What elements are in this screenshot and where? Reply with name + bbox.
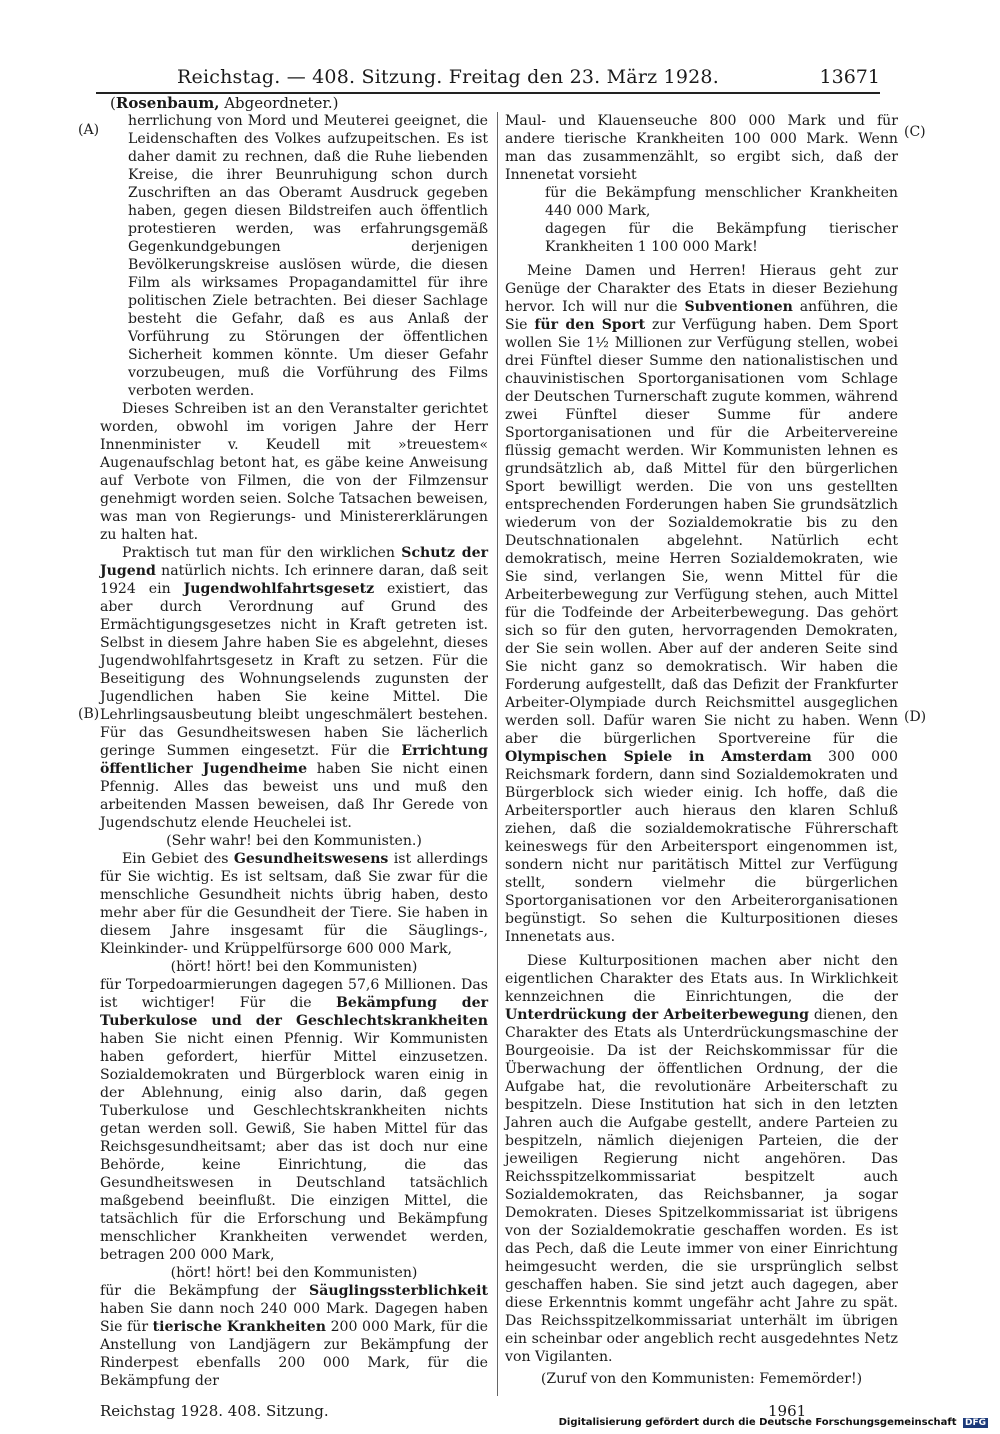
emphasis: Subventionen bbox=[684, 299, 793, 315]
paragraph: Maul- und Klauenseuche 800 000 Mark und für andere tierische Krankheiten 100 000 Mark. Wenn man das zusammenzählt, so ergibt sich, daß der Innenetat vorsieht bbox=[505, 113, 898, 183]
footer-page-number: 1961 bbox=[768, 1402, 807, 1420]
speaker-open-paren: ( bbox=[110, 94, 116, 112]
header-title: Reichstag. — 408. Sitzung. Freitag den 23. März 1928. bbox=[177, 66, 719, 88]
right-column bbox=[505, 112, 898, 1388]
budget-line: für die Bekämpfung menschlicher Krankheiten 440 000 Mark, bbox=[545, 185, 898, 219]
margin-marker-b: (B) bbox=[78, 706, 100, 722]
left-column bbox=[100, 112, 488, 1390]
paragraph: Diese Kulturpositionen machen aber nicht den eigentlichen Charakter des Etats aus. In Wirklichkeit kennzeichnen die Einrichtungen, die der Unterdrückung der Arbeiterbewegung dienen, den Charakter des Etats als Unterdrückungsmaschine der Bourgeoisie. Da ist der Reichskommissar für die Überwachung der öffentlichen Ordnung, der die Aufgabe hat, die revolutionäre Arbeiterschaft zu bespitzeln. Diese Institution hat sich in den letzten Jahren auch die Aufgabe gestellt, andere Parteien zu bespitzeln, nämlich diejenigen Parteien, die der jeweiligen Regierung nicht angehören. Das Reichsspitzelkommissariat bespitzelt auch Sozialdemokraten, das Reichsbanner, ja sogar Demokraten. Dieses Spitzelkommissariat ist übrigens von der Sozialdemokratie geschaffen worden. Es ist das Pech, daß die Leute immer von einer Einrichtung heimgesucht werden, die sie ursprünglich selbst geschaffen haben. Sie sind jetzt auch dagegen, aber diese Erkenntnis kommt ungefähr acht Jahre zu spät. Das Reichsspitzelkommissariat unterhält im übrigen ein scheinbar oder angeblich recht ausgedehntes Netz von Vigilanten. bbox=[505, 953, 898, 1365]
page-number: 13671 bbox=[819, 66, 880, 88]
emphasis: für den Sport bbox=[534, 317, 646, 333]
paragraph: für Torpedoarmierungen dagegen 57,6 Millionen. Das ist wichtiger! Für die Bekämpfung der Tuberkulose und der Geschlechtskrankheiten haben Sie nicht einen Pfennig. Wir Kommunisten haben gefordert, hierfür Mittel einzusetzen. Sozialdemokraten und Bürgerblock waren einig in der Ablehnung, einig also darin, daß gegen Tuberkulose und Geschlechtskrankheiten nichts getan werden soll. Gewiß, Sie haben Mittel für das Reichsgesundheitsamt; aber das ist doch nur eine Behörde, keine Einrichtung, die das Gesundheitswesen in Deutschland tatsächlich maßgebend beeinflußt. Die einzigen Mittel, die tatsächlich für die Erforschung und Bekämpfung menschlicher Krankheiten verwendet werden, betragen 200 000 Mark, bbox=[100, 977, 489, 1263]
footer-session: Reichstag 1928. 408. Sitzung. bbox=[100, 1402, 329, 1420]
speaker-name: Rosenbaum, bbox=[115, 94, 220, 112]
interjection: (hört! hört! bei den Kommunisten) bbox=[170, 1265, 418, 1281]
emphasis: Olympischen Spiele in Amsterdam bbox=[505, 749, 812, 765]
quoted-letter bbox=[100, 112, 488, 400]
emphasis: tierische Krankheiten bbox=[152, 1319, 327, 1335]
emphasis: Jugendwohlfahrtsgesetz bbox=[183, 581, 375, 597]
interjection: (Sehr wahr! bei den Kommunisten.) bbox=[166, 833, 422, 849]
emphasis: Gesundheitswesens bbox=[233, 851, 389, 867]
budget-line: dagegen für die Bekämpfung tierischer Krankheiten 1 100 000 Mark! bbox=[545, 221, 898, 255]
interjection: (hört! hört! bei den Kommunisten) bbox=[170, 959, 418, 975]
speaker-role: Abgeordneter.) bbox=[224, 94, 339, 112]
emphasis: Schutz der Jugend bbox=[100, 545, 488, 579]
emphasis: Bekämpfung der Tuberkulose und der Geschlechtskrankheiten bbox=[100, 995, 489, 1029]
column-divider bbox=[497, 112, 498, 1396]
quoted-letter-text: herrlichung von Mord und Meuterei geeignet, die Leidenschaften des Volkes aufzupeitschen. Es ist daher damit zu rechnen, daß die Ruhe liebenden Kreise, die ihrer Beunruhigung schon durch Zuschriften an das Oberamt Ausdruck gegeben haben, gegen diesen Bildstreifen auch öffentlich protestieren werden, was erfahrungsgemäß Gegenkundgebungen derjenigen Bevölkerungskreise auslösen würde, die diesen Film als wirksames Propagandamittel für ihre politischen Ziele betrachten. Bei dieser Sachlage besteht die Gefahr, daß es aus Anlaß der Vorführung zu Störungen der öffentlichen Sicherheit kommen könnte. Um dieser Gefahr vorzubeugen, muß die Vorführung des Films verboten werden. bbox=[128, 113, 488, 399]
page-header bbox=[96, 66, 880, 94]
emphasis: Errichtung öffentlicher Jugendheime bbox=[100, 743, 488, 777]
margin-marker-c: (C) bbox=[904, 124, 926, 140]
paragraph: Meine Damen und Herren! Hieraus geht zur Genüge der Charakter des Etats in dieser Beziehung hervor. Ich will nur die Subventionen anführen, die Sie für den Sport zur Verfügung haben. Dem Sport wollen Sie 1½ Millionen zur Verfügung stellen, wobei drei Fünftel dieser Summe den nationalistischen und chauvinistischen Sportorganisationen vom Schlage der Deutschen Turnerschaft zugute kommen, während zwei Fünftel dieser Summe für andere Sportorganisationen und für die Arbeitervereine flüssig gemacht werden. Wir Kommunisten lehnen es grundsätzlich ab, daß Mittel für den bürgerlichen Sport bewilligt werden. Die von uns gestellten entsprechenden Forderungen haben Sie grundsätzlich wiederum von der Sozialdemokratie bis zu den Deutschnationalen abgelehnt. Natürlich echt demokratisch, meine Herren Sozialdemokraten, wie Sie sind, verlangen Sie, wenn Mittel für die Arbeiterbewegung zur Verfügung stehen, auch Mittel für die Todfeinde der Arbeiterbewegung. Das gehört sich so für den guten, hervorragenden Demokraten, der Sie sein wollen. Aber auf der anderen Seite sind Sie nicht ganz so demokratisch. Wir haben die Forderung aufgestellt, daß das Defizit der Frankfurter Arbeiter-Olympiade durch Reichsmittel ausgeglichen werden soll. Dafür waren Sie nicht zu haben. Wenn aber die bürgerlichen Sportvereine für die Olympischen Spiele in Amsterdam 300 000 Reichsmark fordern, dann sind Sozialdemokraten und Bürgerblock sich wieder einig. Ich hoffe, daß die Arbeitersportler auch hieraus den klaren Schluß ziehen, daß die sozialdemokratische Führerschaft keineswegs für den Arbeitersport eingenommen ist, sondern nicht nur paritätisch Mittel zur Verfügung stellt, sondern vielmehr die bürgerlichen Sportorganisationen vor den Arbeiterorganisationen begünstigt. So sehen die Kulturpositionen dieses Innenetats aus. bbox=[505, 263, 899, 945]
paragraph: Praktisch tut man für den wirklichen Schutz der Jugend natürlich nichts. Ich erinnere daran, daß seit 1924 ein Jugendwohlfahrtsgesetz existiert, das aber durch Verordnung auf Grund des Ermächtigungsgesetzes nicht in Kraft getreten ist. Selbst in diesem Jahre haben Sie es abgelehnt, dieses Jugendwohlfahrtsgesetz in Kraft zu setzen. Für die Beseitigung des Wohnungselends zugunsten der Jugendlichen haben Sie keine Mittel. Die Lehrlingsausbeutung bleibt ungeschmälert bestehen. Für das Gesundheitswesen haben Sie lächerlich geringe Summen eingesetzt. Für die Errichtung öffentlicher Jugendheime haben Sie nicht einen Pfennig. Alles das beweist uns und muß den arbeitenden Massen beweisen, daß Ihr Gerede von Jugendschutz elende Heuchelei ist. bbox=[100, 545, 488, 831]
emphasis: Säuglingssterblichkeit bbox=[309, 1283, 488, 1299]
paragraph: Ein Gebiet des Gesundheitswesens ist allerdings für Sie wichtig. Es ist seltsam, daß Sie zwar für die menschliche Gesundheit nichts übrig haben, desto mehr aber für die Gesundheit der Tiere. Sie haben in diesem Jahre insgesamt für die Säuglings-, Kleinkinder- und Krüppelfürsorge 600 000 Mark, bbox=[100, 851, 488, 957]
margin-marker-d: (D) bbox=[904, 709, 927, 725]
dfg-logo: DFG bbox=[964, 1418, 986, 1428]
budget-quote bbox=[505, 184, 898, 256]
emphasis: Unterdrückung der Arbeiterbewegung bbox=[505, 1007, 810, 1023]
speaker-line bbox=[110, 94, 339, 112]
margin-marker-a: (A) bbox=[78, 122, 100, 138]
interjection: (Zuruf von den Kommunisten: Fememörder!) bbox=[540, 1371, 863, 1387]
paragraph: Dieses Schreiben ist an den Veranstalter gerichtet worden, obwohl im vorigen Jahre der Herr Innenminister v. Keudell mit »treuestem« Augenaufschlag betont hat, es gäbe keine Anweisung auf Verbote von Filmen, die von der Filmzensur genehmigt worden seien. Solche Tatsachen beweisen, was man von Regierungs- und Ministererklärungen zu halten hat. bbox=[100, 401, 488, 543]
paragraph: für die Bekämpfung der Säuglingssterblichkeit haben Sie dann noch 240 000 Mark. Dagegen haben Sie für tierische Krankheiten 200 000 Mark, für die Anstellung von Landjägern zur Bekämpfung der Rinderpest ebenfalls 200 000 Mark, für die Bekämpfung der bbox=[100, 1283, 488, 1389]
digitization-credit: Digitalisierung gefördert durch die Deutsche Forschungsgemeinschaft DFG bbox=[558, 1417, 986, 1428]
